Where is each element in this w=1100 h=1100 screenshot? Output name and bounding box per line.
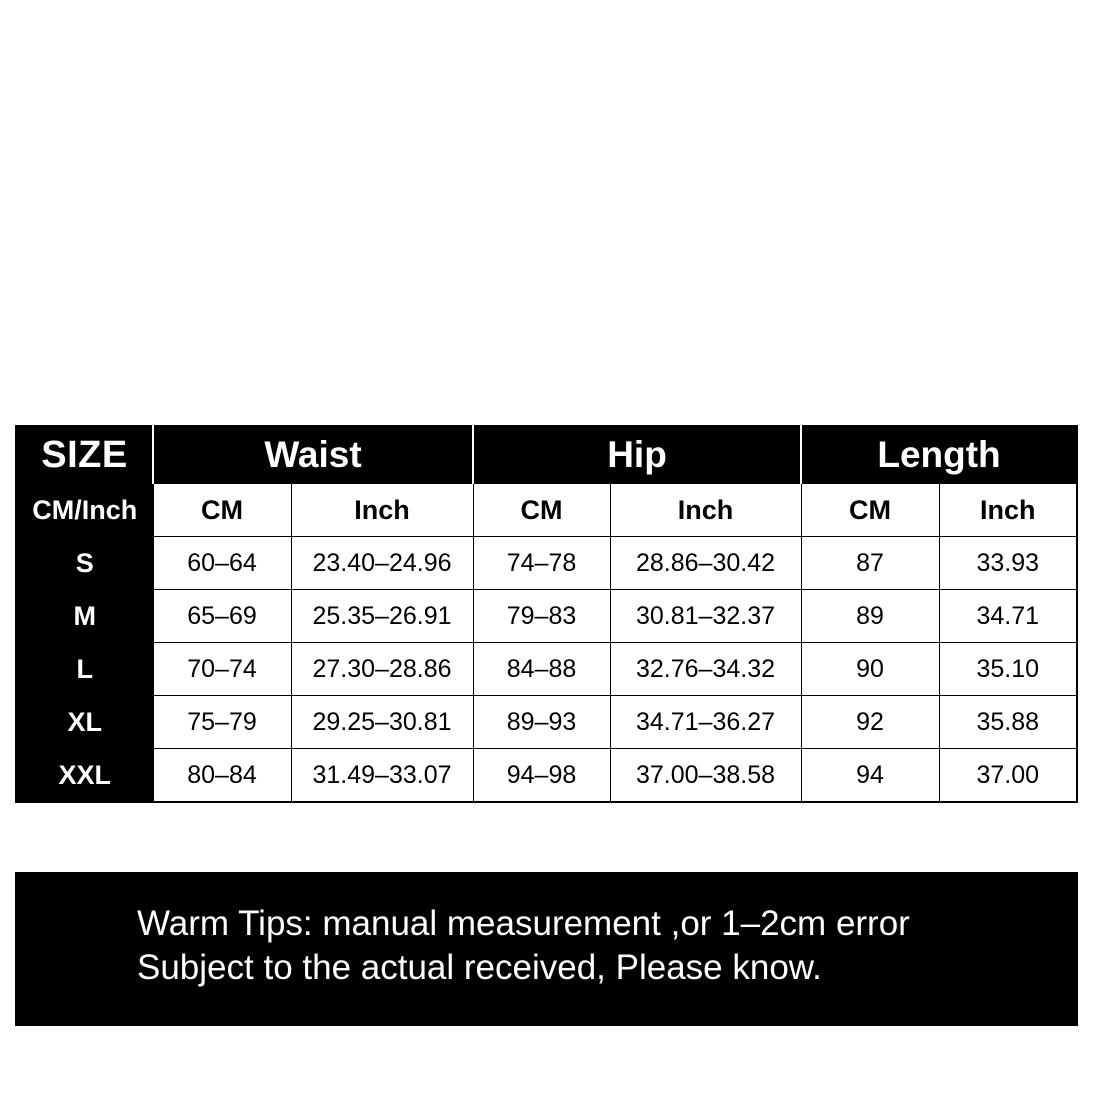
- table-cell: 35.10: [939, 643, 1077, 696]
- unit-cell: Inch: [291, 484, 473, 537]
- unit-label: CM/Inch: [16, 484, 153, 537]
- unit-cell: Inch: [939, 484, 1077, 537]
- unit-cell: CM: [801, 484, 939, 537]
- table-cell: 30.81–32.37: [610, 590, 801, 643]
- table-cell: 27.30–28.86: [291, 643, 473, 696]
- size-label: M: [16, 590, 153, 643]
- hip-header: Hip: [473, 426, 801, 484]
- table-cell: 37.00: [939, 749, 1077, 803]
- warm-tips-box: [15, 872, 1078, 1026]
- size-chart-table: [15, 425, 1078, 803]
- table-cell: 35.88: [939, 696, 1077, 749]
- table-cell: 94–98: [473, 749, 610, 803]
- table-cell: 84–88: [473, 643, 610, 696]
- table-row: [16, 537, 1077, 590]
- table-cell: 33.93: [939, 537, 1077, 590]
- table-cell: 28.86–30.42: [610, 537, 801, 590]
- table-cell: 25.35–26.91: [291, 590, 473, 643]
- size-label: S: [16, 537, 153, 590]
- table-cell: 32.76–34.32: [610, 643, 801, 696]
- table-row: [16, 643, 1077, 696]
- unit-cell: CM: [473, 484, 610, 537]
- size-header: SIZE: [16, 426, 153, 484]
- table-cell: 34.71–36.27: [610, 696, 801, 749]
- table-row: [16, 749, 1077, 803]
- unit-cell: Inch: [610, 484, 801, 537]
- length-header: Length: [801, 426, 1077, 484]
- table-cell: 34.71: [939, 590, 1077, 643]
- table-cell: 90: [801, 643, 939, 696]
- size-label: XXL: [16, 749, 153, 803]
- table-cell: 87: [801, 537, 939, 590]
- table-cell: 89–93: [473, 696, 610, 749]
- unit-cell: CM: [153, 484, 291, 537]
- table-cell: 37.00–38.58: [610, 749, 801, 803]
- size-label: XL: [16, 696, 153, 749]
- size-label: L: [16, 643, 153, 696]
- table-cell: 31.49–33.07: [291, 749, 473, 803]
- unit-header-row: [16, 484, 1077, 537]
- group-header-row: [16, 426, 1077, 484]
- table-cell: 89: [801, 590, 939, 643]
- table-cell: 80–84: [153, 749, 291, 803]
- table-cell: 74–78: [473, 537, 610, 590]
- table-cell: 65–69: [153, 590, 291, 643]
- table-cell: 60–64: [153, 537, 291, 590]
- table-cell: 29.25–30.81: [291, 696, 473, 749]
- table-cell: 94: [801, 749, 939, 803]
- table-row: [16, 590, 1077, 643]
- table-cell: 75–79: [153, 696, 291, 749]
- table-cell: 92: [801, 696, 939, 749]
- waist-header: Waist: [153, 426, 473, 484]
- table-cell: 70–74: [153, 643, 291, 696]
- tips-line-2: Subject to the actual received, Please know.: [137, 948, 822, 987]
- table-cell: 79–83: [473, 590, 610, 643]
- table-row: [16, 696, 1077, 749]
- tips-line-1: Warm Tips: manual measurement ,or 1–2cm error: [137, 904, 910, 943]
- table-cell: 23.40–24.96: [291, 537, 473, 590]
